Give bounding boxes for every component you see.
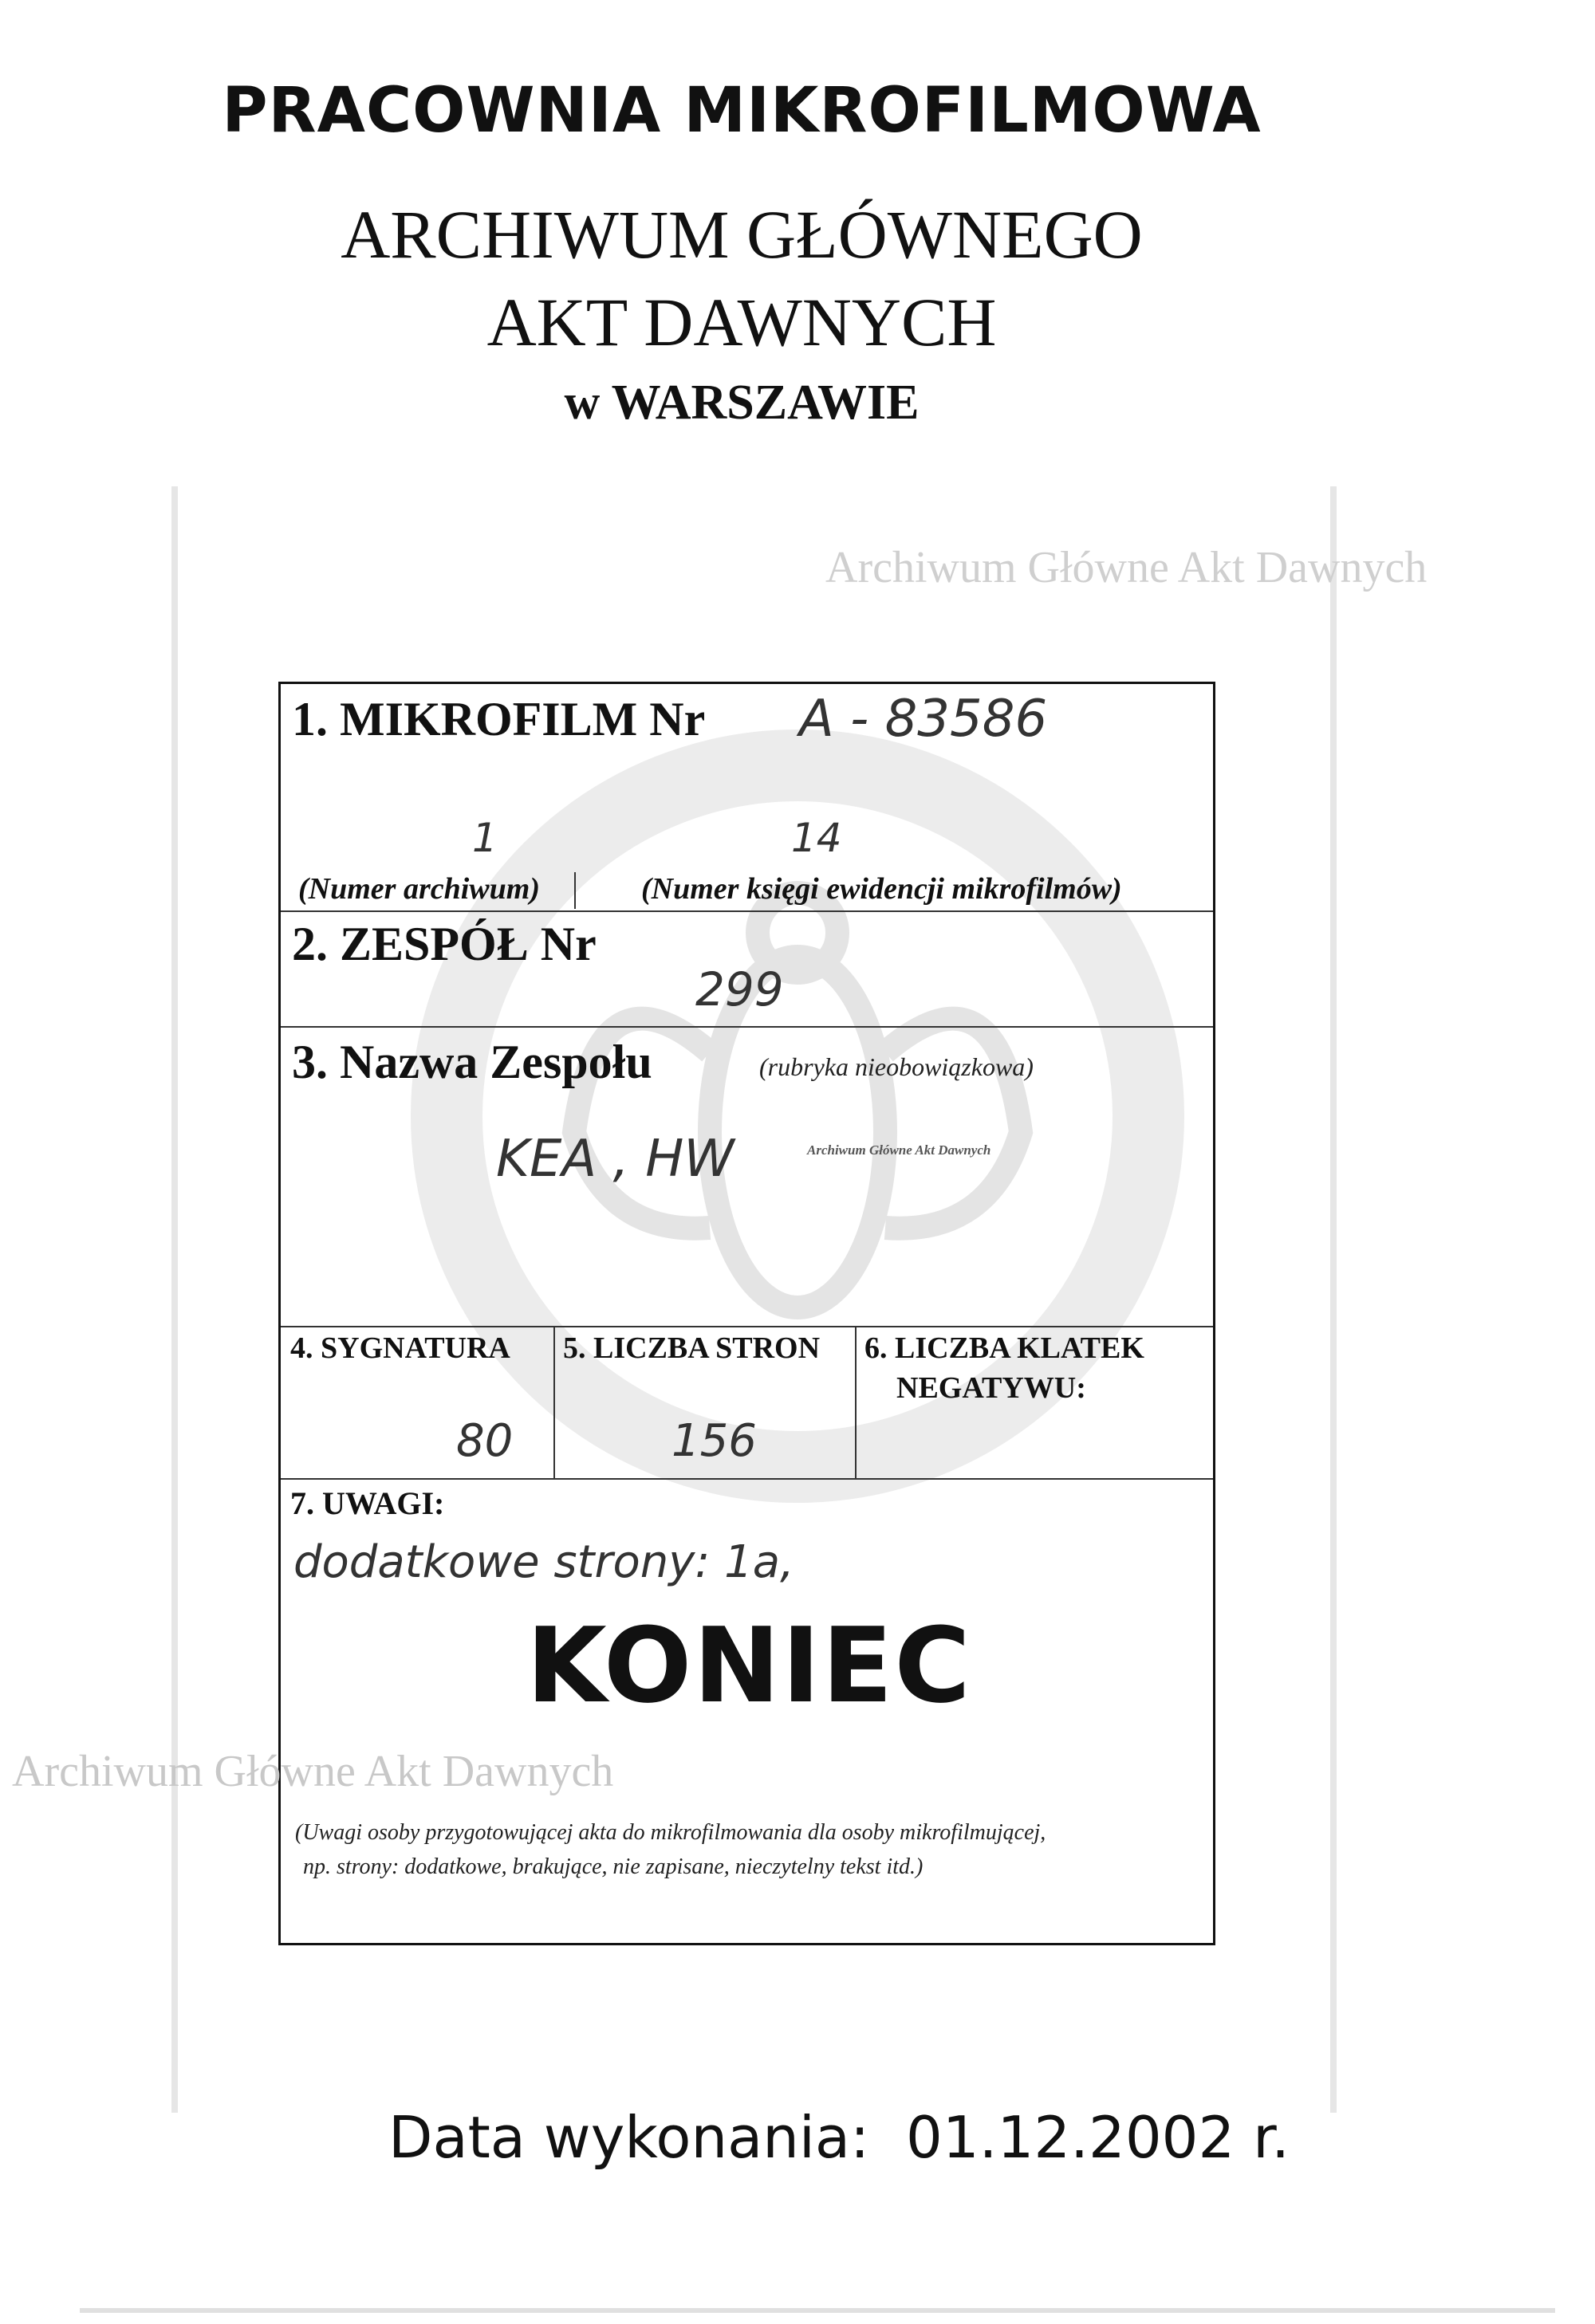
row-divider [281,1326,1213,1327]
column-divider [855,1326,857,1478]
liczba-klatek-label-2: NEGATYWU: [896,1371,1086,1405]
header-title: PRACOWNIA MIKROFILMOWA [222,75,1262,147]
watermark-bottom: Archiwum Główne Akt Dawnych [12,1747,614,1796]
nazwa-value: KEA , HW [496,1130,734,1189]
scan-edge-bottom [80,2308,1555,2313]
liczba-stron-label: 5. LICZBA STRON [563,1331,821,1365]
uwagi-label: 7. UWAGI: [290,1485,445,1521]
zespol-value: 299 [695,962,784,1017]
uwagi-note-line1: (Uwagi osoby przygotowującej akta do mikrofilmowania dla osoby mikrofilmującej, [295,1820,1046,1845]
liczba-stron-value: 156 [671,1415,757,1467]
mikrofilm-label: 1. MIKROFILM Nr [292,693,706,745]
uwagi-note-line2: np. strony: dodatkowe, brakujące, nie zapisane, nieczytelny tekst itd.) [303,1854,924,1879]
sygnatura-label: 4. SYGNATURA [290,1331,510,1365]
date-value: 01.12.2002 r. [906,2104,1290,2171]
watermark-small: Archiwum Główne Akt Dawnych [807,1142,991,1158]
scan-edge-left [171,486,178,2113]
numer-ksiegi-label: (Numer księgi ewidencji mikrofilmów) [641,872,1122,906]
completion-date [388,2105,1290,2171]
watermark-top: Archiwum Główne Akt Dawnych [825,543,1428,592]
liczba-klatek-label: 6. LICZBA KLATEK [864,1331,1144,1365]
header-city: w WARSZAWIE [564,376,920,430]
row-divider [281,910,1213,912]
koniec-stamp: KONIEC [526,1605,972,1726]
nazwa-label: 3. Nazwa Zespołu [292,1036,652,1088]
scan-edge-right [1330,486,1337,2113]
uwagi-value: dodatkowe strony: 1a, [293,1536,794,1588]
row-divider [281,1026,1213,1028]
numer-archiwum-value: 1 [472,815,498,861]
date-label: Data wykonania: [388,2104,870,2171]
nazwa-hint: (rubryka nieobowiązkowa) [759,1052,1034,1081]
numer-archiwum-label: (Numer archiwum) [298,872,540,906]
header-archive-name-2: AKT DAWNYCH [486,284,997,360]
zespol-label: 2. ZESPÓŁ Nr [292,918,597,970]
header-archive-name: ARCHIWUM GŁÓWNEGO [341,196,1143,273]
column-divider [553,1326,555,1478]
row-divider [281,1478,1213,1480]
divider [574,872,576,909]
mikrofilm-value: A - 83586 [799,690,1048,749]
sygnatura-value: 80 [456,1415,514,1467]
numer-ksiegi-value: 14 [791,815,842,861]
